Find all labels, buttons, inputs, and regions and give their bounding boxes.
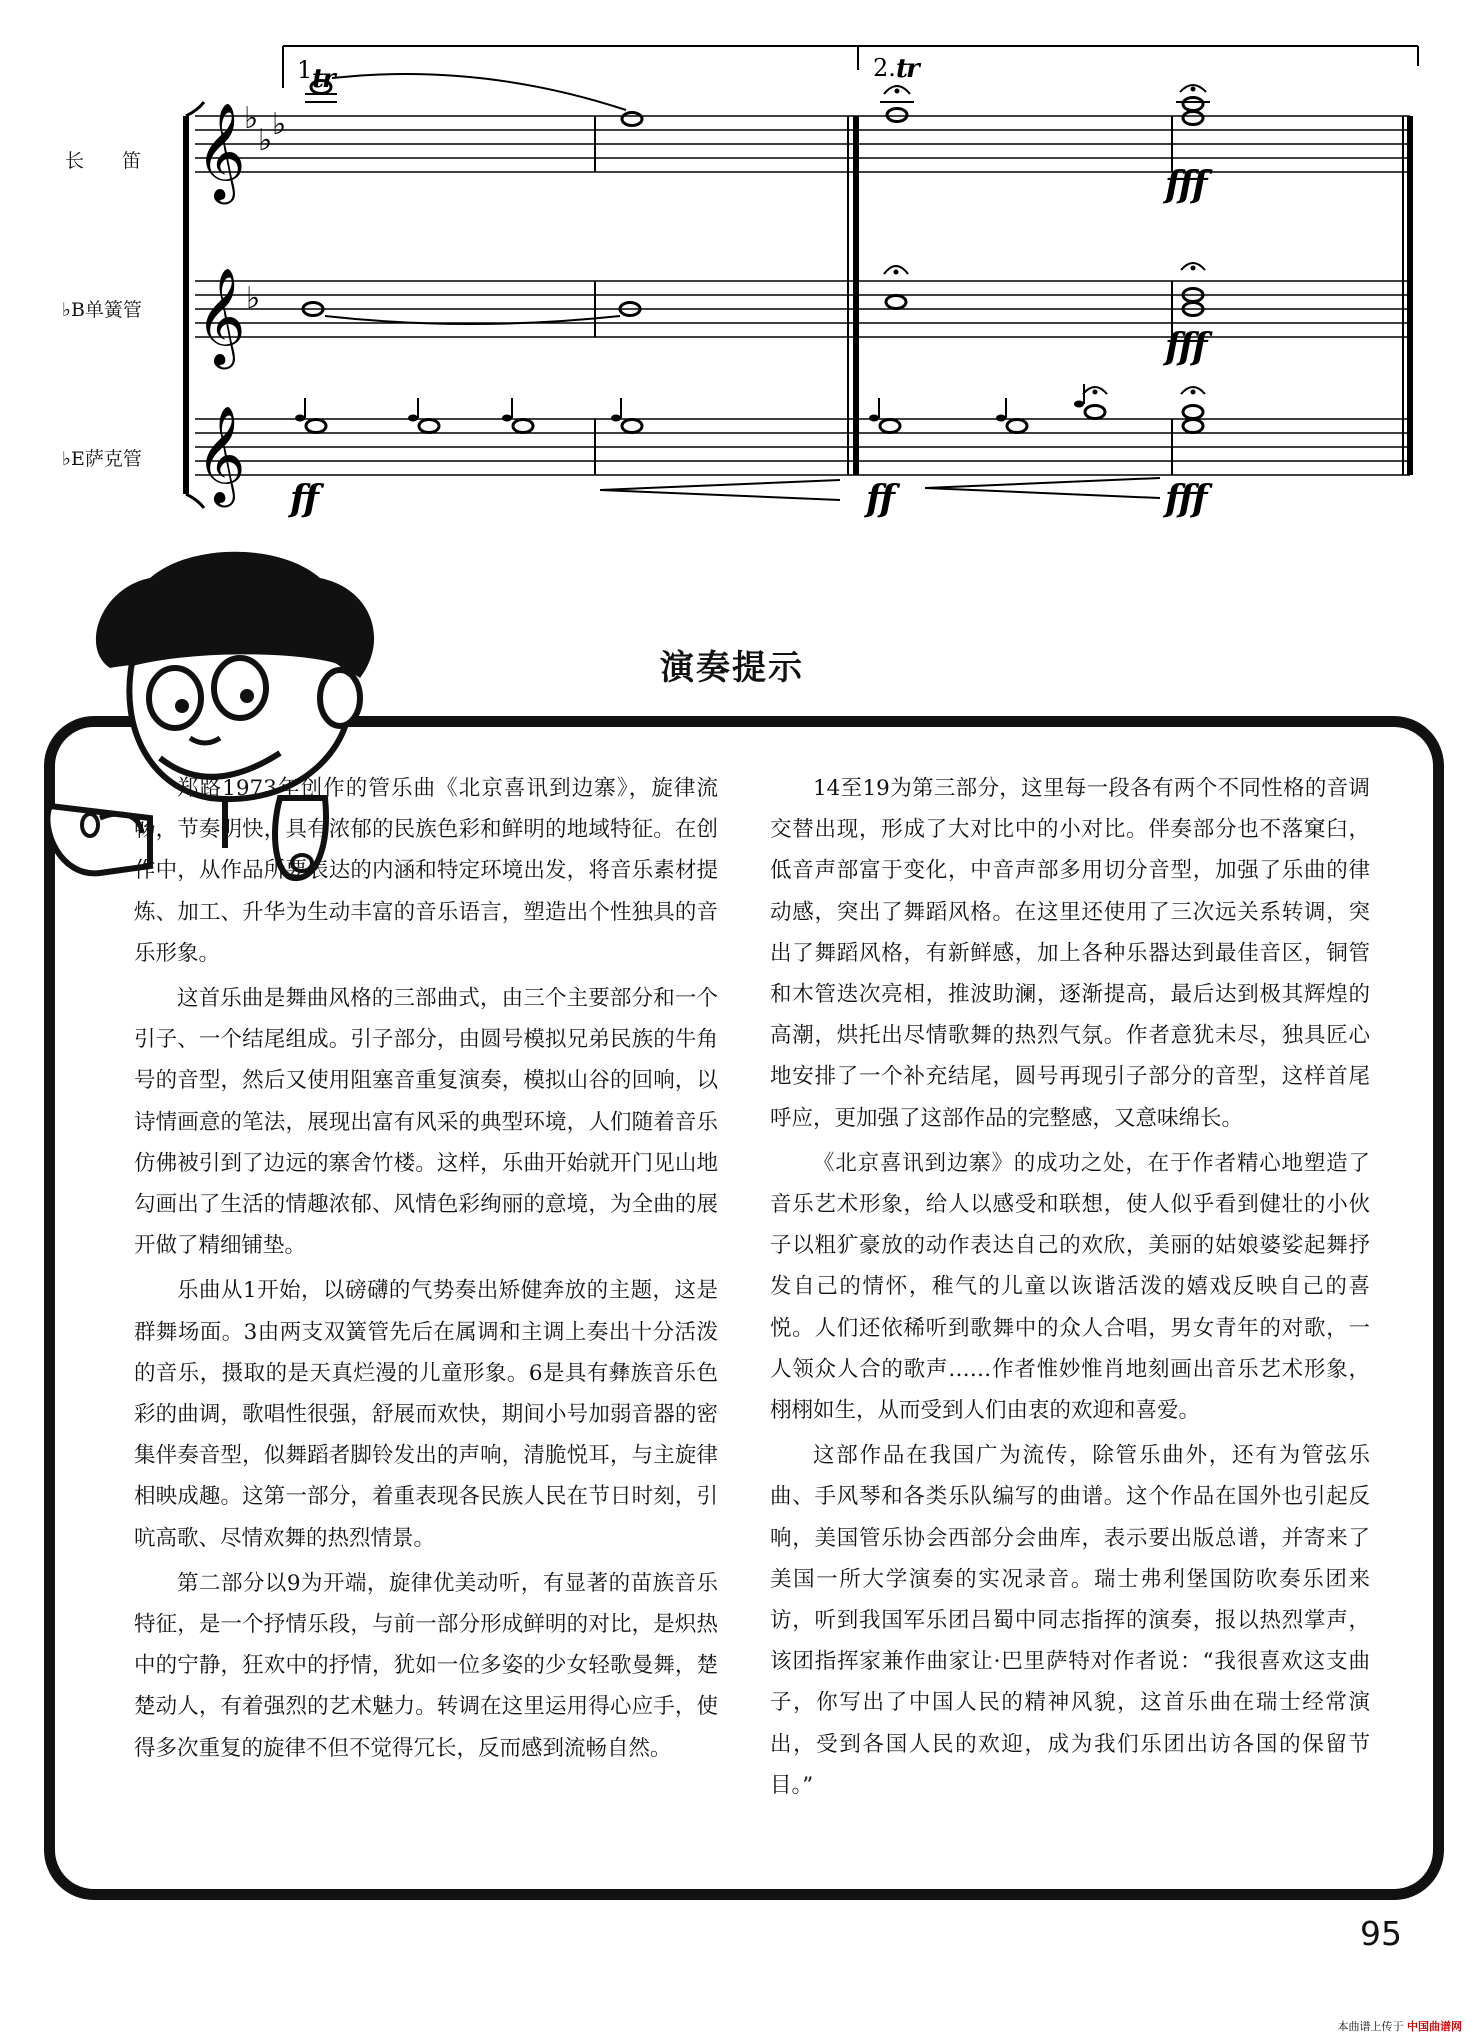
paragraph: 14至19为第三部分，这里每一段各有两个不同性格的音调交替出现，形成了大对比中的小对比。伴奏部分也不落窠臼，低音声部富于变化，中音声部多用切分音型，加强了乐曲的律动感，突出了舞蹈风格。在这里还使用了三次远关系转调，突出了舞蹈风格，有新鲜感，加上各种乐器达到最佳音区，铜管和木管迭次亮相，推波助澜，逐渐提高，最后达到极其辉煌的高潮，烘托出尽情歌舞的热烈气氛。作者意犹未尽，独具匠心地安排了一个补充结尾，圆号再现引子部分的音型，这样首尾呼应，更加强了这部作品的完整感，又意味绵长。 <box>770 776 1370 1131</box>
dynamic-sax-start: ff <box>290 478 317 520</box>
svg-text:𝄞: 𝄞 <box>196 267 246 365</box>
text-column-right <box>770 768 1370 1810</box>
volta-1-label: 1. <box>297 56 320 84</box>
instrument-label-saxophone: ♭E萨克管 <box>62 448 142 470</box>
instrument-label-clarinet: ♭B单簧管 <box>62 299 142 321</box>
footer-text: 本曲谱上传于 <box>1337 2020 1404 2033</box>
section-title: 演奏提示 <box>660 648 804 688</box>
paragraph: 这首乐曲是舞曲风格的三部曲式，由三个主要部分和一个引子、一个结尾组成。引子部分，由圆号模拟兄弟民族的牛角号的音型，然后又使用阻塞音重复演奏，模拟山谷的回响，以诗情画意的笔法，展现出富有风采的典型环境，人们随着音乐仿佛被引到了边远的寨舍竹楼。这样，乐曲开始就开门见山地勾画出了生活的情趣浓郁、风情色彩绚丽的意境，为全曲的展开做了精细铺垫。 <box>134 986 718 1259</box>
instrument-label-flute: 长 笛 <box>65 150 142 172</box>
svg-text:𝄞: 𝄞 <box>196 405 246 503</box>
svg-text:𝄞: 𝄞 <box>196 102 246 200</box>
svg-text:♭: ♭ <box>258 123 273 158</box>
footer-site[interactable]: 中国曲谱网 <box>1407 2020 1462 2033</box>
dynamic-flute-end: fff <box>1165 164 1206 206</box>
paragraph: 这部作品在我国广为流传，除管乐曲外，还有为管弦乐曲、手风琴和各类乐队编写的曲谱。这个作品在国外也引起反响，美国管乐协会西部分会曲库，表示要出版总谱，并寄来了美国一所大学演奏的实况录音。瑞士弗利堡国防吹奏乐团来访，听到我国军乐团吕蜀中同志指挥的演奏，报以热烈掌声，该团指挥家兼作曲家让·巴里萨特对作者说：“我很喜欢这支曲子，你写出了中国人民的精神风貌，这首乐曲在瑞士经常演出，受到各国人民的欢迎，成为我们乐团出访各国的保留节目。” <box>770 1443 1370 1798</box>
text-column-left <box>134 768 718 1773</box>
svg-text:♭: ♭ <box>244 101 259 136</box>
page-number: 95 <box>1360 1914 1402 1953</box>
footer-credit <box>1338 2018 1463 2034</box>
dynamic-sax-end: fff <box>1165 478 1206 520</box>
trill-mark-2: tr <box>896 54 918 84</box>
trill-mark-1: tr <box>312 64 334 94</box>
svg-text:♭: ♭ <box>272 107 287 142</box>
paragraph: 《北京喜讯到边寨》的成功之处，在于作者精心地塑造了音乐艺术形象，给人以感受和联想，使人似乎看到健壮的小伙子以粗犷豪放的动作表达自己的欢欣，美丽的姑娘婆娑起舞抒发自己的情怀，稚气的儿童以诙谐活泼的嬉戏反映自己的喜悦。人们还依稀听到歌舞中的众人合唱，男女青年的对歌，一人领众人合的歌声……作者惟妙惟肖地刻画出音乐艺术形象，栩栩如生，从而受到人们由衷的欢迎和喜爱。 <box>770 1150 1370 1424</box>
paragraph: 郑路1973年创作的管乐曲《北京喜讯到边寨》，旋律流畅，节奏明快，具有浓郁的民族色彩和鲜明的地域特征。在创作中，从作品所要表达的内涵和特定环境出发，将音乐素材提炼、加工、升华为生动丰富的音乐语言，塑造出个性独具的音乐形象。 <box>134 776 718 966</box>
paragraph: 乐曲从1开始，以磅礴的气势奏出矫健奔放的主题，这是群舞场面。3由两支双簧管先后在属调和主调上奏出十分活泼的音乐，摄取的是天真烂漫的儿童形象。6是具有彝族音乐色彩的曲调，歌唱性很强，舒展而欢快，期间小号加弱音器的密集伴奏音型，似舞蹈者脚铃发出的声响，清脆悦耳，与主旋律相映成趣。这第一部分，着重表现各民族人民在节日时刻，引吭高歌、尽情欢舞的热烈情景。 <box>134 1278 718 1551</box>
score-staves <box>0 0 1478 540</box>
volta-2-label: 2. <box>873 54 896 82</box>
paragraph: 第二部分以9为开端，旋律优美动听，有显著的苗族音乐特征，是一个抒情乐段，与前一部分形成鲜明的对比，是炽热中的宁静，狂欢中的抒情，犹如一位多姿的少女轻歌曼舞，楚楚动人，有着强烈的艺术魅力。转调在这里运用得心应手，使得多次重复的旋律不但不觉得冗长，反而感到流畅自然。 <box>134 1570 718 1761</box>
dynamic-clarinet-end: fff <box>1165 326 1206 368</box>
dynamic-sax-volta2: ff <box>866 478 893 520</box>
svg-text:♭: ♭ <box>246 281 261 316</box>
